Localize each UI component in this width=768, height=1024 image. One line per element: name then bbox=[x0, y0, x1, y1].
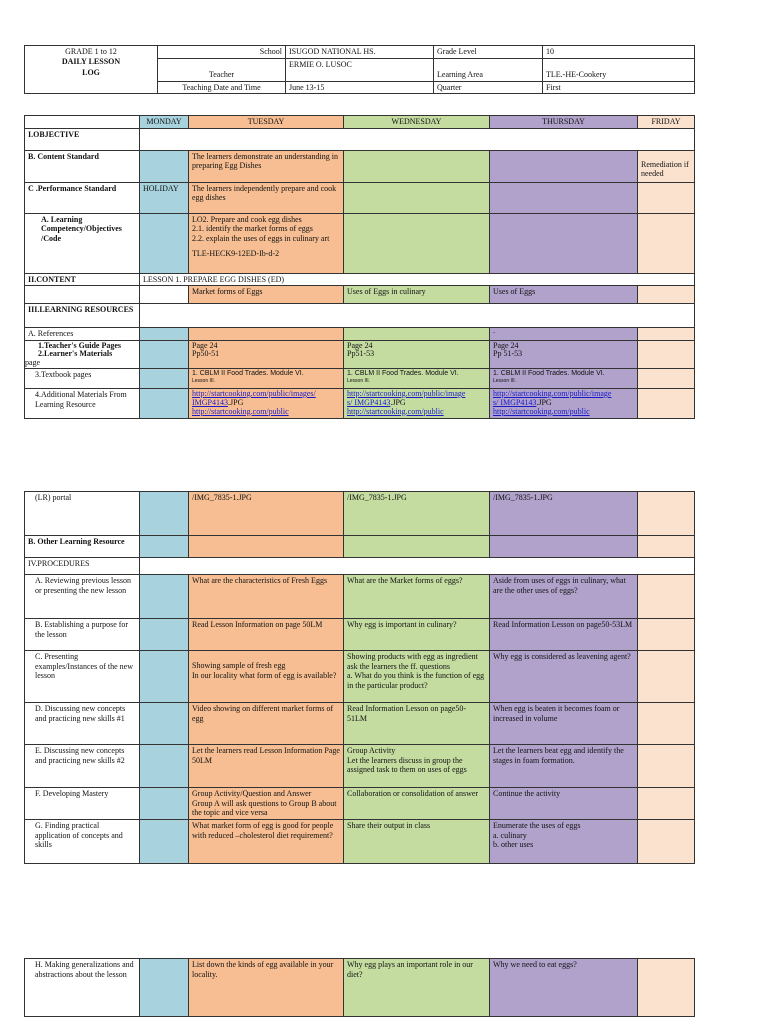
procedure-tue: What are the characteristics of Fresh Eggs bbox=[189, 575, 344, 619]
procedure-wed: Showing products with egg as ingredient ask the learners the ff. questions a. What do you think is the function of egg in the particular product? bbox=[344, 651, 490, 703]
remediation-note: Remediation if needed bbox=[638, 150, 695, 182]
guide-and-materials-labels: 1.Teacher's Guide Pages 2.Learner's Materials page bbox=[25, 340, 140, 368]
grade-value: 10 bbox=[543, 46, 695, 59]
generalization-thu: Why we need to eat eggs? bbox=[490, 959, 638, 1017]
header-table bbox=[24, 45, 695, 94]
performance-standard-tue: The learners independently prepare and cook egg dishes bbox=[189, 182, 344, 213]
additional-materials-label: 4.Additional Materials From Learning Resource bbox=[25, 388, 140, 418]
content-standard-label: B. Content Standard bbox=[25, 150, 140, 182]
procedure-label: D. Discussing new concepts and practicing new skills #1 bbox=[25, 703, 140, 745]
procedure-tue: Video showing on different market forms of egg bbox=[189, 703, 344, 745]
resource-link[interactable]: http://startcooking.com/public/images/ bbox=[192, 388, 316, 398]
procedure-thu: Aside from uses of eggs in culinary, what are the other uses of eggs? bbox=[490, 575, 638, 619]
corner-cell bbox=[25, 116, 140, 129]
area-value: TLE.-HE-Cookery bbox=[543, 58, 695, 81]
procedure-wed: What are the Market forms of eggs? bbox=[344, 575, 490, 619]
content-heading: II.CONTENT bbox=[25, 273, 140, 286]
procedure-wed: Read Information Lesson on page50-51LM bbox=[344, 703, 490, 745]
procedure-thu: Why egg is considered as leavening agent? bbox=[490, 651, 638, 703]
procedure-thu: Continue the activity bbox=[490, 788, 638, 820]
date-value: June 13-15 bbox=[286, 81, 434, 94]
references-label: A. References bbox=[25, 328, 140, 341]
portal-wed: /IMG_7835-1.JPG bbox=[344, 492, 490, 536]
grade-label: Grade Level bbox=[434, 46, 543, 59]
school-value: ISUGOD NATIONAL HS. bbox=[286, 46, 434, 59]
textbook-label: 3.Textbook pages bbox=[25, 368, 140, 388]
procedure-thu: Read Information Lesson on page50-53LM bbox=[490, 619, 638, 651]
resource-link[interactable]: http://startcooking.com/public bbox=[192, 406, 289, 416]
date-label: Teaching Date and Time bbox=[158, 81, 286, 94]
procedure-wed: Share their output in class bbox=[344, 820, 490, 864]
procedure-label: A. Reviewing previous lesson or presenting the new lesson bbox=[25, 575, 140, 619]
additional-wed: http://startcooking.com/public/image s/ IMGP4143.JPG http://startcooking.com/public bbox=[344, 388, 490, 418]
generalization-tue: List down the kinds of egg available in your locality. bbox=[189, 959, 344, 1017]
additional-tue: http://startcooking.com/public/images/ IMGP4143.JPG http://startcooking.com/public bbox=[189, 388, 344, 418]
day-wednesday: WEDNESDAY bbox=[344, 116, 490, 129]
generalization-label: H. Making generalizations and abstractions about the lesson bbox=[25, 959, 140, 1017]
procedure-wed: Why egg is important in culinary? bbox=[344, 619, 490, 651]
topic-tue: Market forms of Eggs bbox=[189, 286, 344, 304]
resource-link[interactable]: http://startcooking.com/public/image bbox=[493, 388, 612, 398]
objective-row bbox=[140, 128, 695, 150]
procedures-heading: IV.PROCEDURES bbox=[25, 558, 140, 575]
objective-heading: I.OBJECTIVE bbox=[25, 128, 140, 150]
procedure-tue: Group Activity/Question and Answer Group A will ask questions to Group B about the topic and vice versa bbox=[189, 788, 344, 820]
learning-resources-heading: III.LEARNING RESOURCES bbox=[25, 304, 140, 328]
dll-title: GRADE 1 to 12 DAILY LESSON LOG bbox=[25, 46, 158, 94]
procedure-label: F. Developing Mastery bbox=[25, 788, 140, 820]
procedure-wed: Group Activity Let the learners discuss in group the assigned task to them on uses of eggs bbox=[344, 745, 490, 788]
competency-code: TLE-HECK9-12ED-Ib-d-2 bbox=[192, 249, 280, 259]
additional-thu: http://startcooking.com/public/image s/ IMGP4143.JPG http://startcooking.com/public bbox=[490, 388, 638, 418]
procedure-thu: Enumerate the uses of eggs a. culinary b. other uses bbox=[490, 820, 638, 864]
procedure-label: E. Discussing new concepts and practicing new skills #2 bbox=[25, 745, 140, 788]
content-standard-tue: The learners demonstrate an understanding in preparing Egg Dishes bbox=[189, 150, 344, 182]
day-tuesday: TUESDAY bbox=[189, 116, 344, 129]
topic-wed: Uses of Eggs in culinary bbox=[344, 286, 490, 304]
procedure-tue: Let the learners read Lesson Information Page 50LM bbox=[189, 745, 344, 788]
resource-link[interactable]: http://startcooking.com/public/image bbox=[347, 388, 466, 398]
resource-link[interactable]: s/ IMGP4143 bbox=[493, 397, 537, 407]
lesson-table-part1: MONDAY TUESDAY WEDNESDAY THURSDAY FRIDAY I.OBJECTIVE B. Content Standard The learners demonstrate an understanding in preparing Egg Dishes Remediation if needed C .Performance Standard HOLIDAY The learners independently prepare and cook egg dishes A. Learning Competency/Objectives /Code LO2. Prepare and cook egg dishes 2.1. identify the market forms of eggs 2.2. explain the uses of eggs in culinary art TLE-HECK9-12ED-Ib-d-2 II.CONTENT LESSON 1. PREPARE EGG DISHES (ED) Market forms of Eggs Uses of Eggs in culinary Uses of Eggs III.LEARNING RESOURCES A. References . 1.Teacher's Guide Pages 2.Learner's Materials page Page 24 Pp50-51 Page 24 Pp51-53 Page 24 Pp 51-53 3.Textbook pages 1. CBLM II Food Trades. Module VI. Lesson III. 1. CBLM II Food Trades. Module VI. Lesson III. 1. CBLM II Food Trades. Module VI. Lesson III. 4.Additional Materials From Learning Resource http://startcooking.com/public/images/ IMGP4143.JPG http://startcooking.com/public http://startcooking.com/public/image s/ IMGP4143.JPG http://startcooking.com/public http://startcooking.com/public/image s/ IMGP4143.JPG http://startcooking.com/public bbox=[24, 115, 695, 419]
resource-link[interactable]: s/ IMGP4143 bbox=[347, 397, 391, 407]
quarter-value: First bbox=[543, 81, 695, 94]
teacher-value: ERMIE O. LUSOC bbox=[286, 58, 434, 81]
textbook-thu: 1. CBLM II Food Trades. Module VI. Lesson III. bbox=[490, 368, 638, 388]
portal-thu: /IMG_7835-1.JPG bbox=[490, 492, 638, 536]
procedure-label: B. Establishing a purpose for the lesson bbox=[25, 619, 140, 651]
procedure-thu: Let the learners beat egg and identify the stages in foam formation. bbox=[490, 745, 638, 788]
generalization-wed: Why egg plays an important role in our diet? bbox=[344, 959, 490, 1017]
competency-label: A. Learning Competency/Objectives /Code bbox=[25, 213, 140, 273]
day-thursday: THURSDAY bbox=[490, 116, 638, 129]
lesson-table-part2 bbox=[24, 491, 695, 864]
resource-link[interactable]: http://startcooking.com/public bbox=[347, 406, 444, 416]
guide-pages-tue: Page 24 Pp50-51 bbox=[189, 340, 344, 368]
resource-link[interactable]: IMGP4143 bbox=[192, 397, 229, 407]
procedure-label: C. Presenting examples/Instances of the new lesson bbox=[25, 651, 140, 703]
procedure-thu: When egg is beaten it becomes foam or increased in volume bbox=[490, 703, 638, 745]
lesson-table-part3 bbox=[24, 958, 695, 1017]
textbook-wed: 1. CBLM II Food Trades. Module VI. Lesson III. bbox=[344, 368, 490, 388]
guide-pages-thu: Page 24 Pp 51-53 bbox=[490, 340, 638, 368]
textbook-tue: 1. CBLM II Food Trades. Module VI. Lesson III. bbox=[189, 368, 344, 388]
portal-tue: /IMG_7835-1.JPG bbox=[189, 492, 344, 536]
guide-pages-wed: Page 24 Pp51-53 bbox=[344, 340, 490, 368]
portal-label: (LR) portal bbox=[25, 492, 140, 536]
procedure-tue: What market form of egg is good for people with reduced –cholesterol diet requirement? bbox=[189, 820, 344, 864]
topic-thu: Uses of Eggs bbox=[490, 286, 638, 304]
lesson-title: LESSON 1. PREPARE EGG DISHES (ED) bbox=[140, 273, 695, 286]
procedure-label: G. Finding practical application of concepts and skills bbox=[25, 820, 140, 864]
area-label: Learning Area bbox=[434, 58, 543, 81]
holiday-label: HOLIDAY bbox=[140, 182, 189, 213]
procedure-tue: Read Lesson Information on page 50LM bbox=[189, 619, 344, 651]
day-monday: MONDAY bbox=[140, 116, 189, 129]
other-resource-label: B. Other Learning Resource bbox=[25, 536, 140, 558]
performance-standard-label: C .Performance Standard bbox=[25, 182, 140, 213]
procedure-wed: Collaboration or consolidation of answer bbox=[344, 788, 490, 820]
day-friday: FRIDAY bbox=[638, 116, 695, 129]
school-label: School bbox=[158, 46, 286, 59]
teacher-label: Teacher bbox=[158, 58, 286, 81]
resource-link[interactable]: http://startcooking.com/public bbox=[493, 406, 590, 416]
competency-tue: LO2. Prepare and cook egg dishes 2.1. identify the market forms of eggs 2.2. explain the uses of eggs in culinary art TLE-HECK9-12ED-Ib-d-2 bbox=[189, 213, 344, 273]
procedure-tue: Showing sample of fresh egg In our locality what form of egg is available? bbox=[189, 651, 344, 703]
quarter-label: Quarter bbox=[434, 81, 543, 94]
